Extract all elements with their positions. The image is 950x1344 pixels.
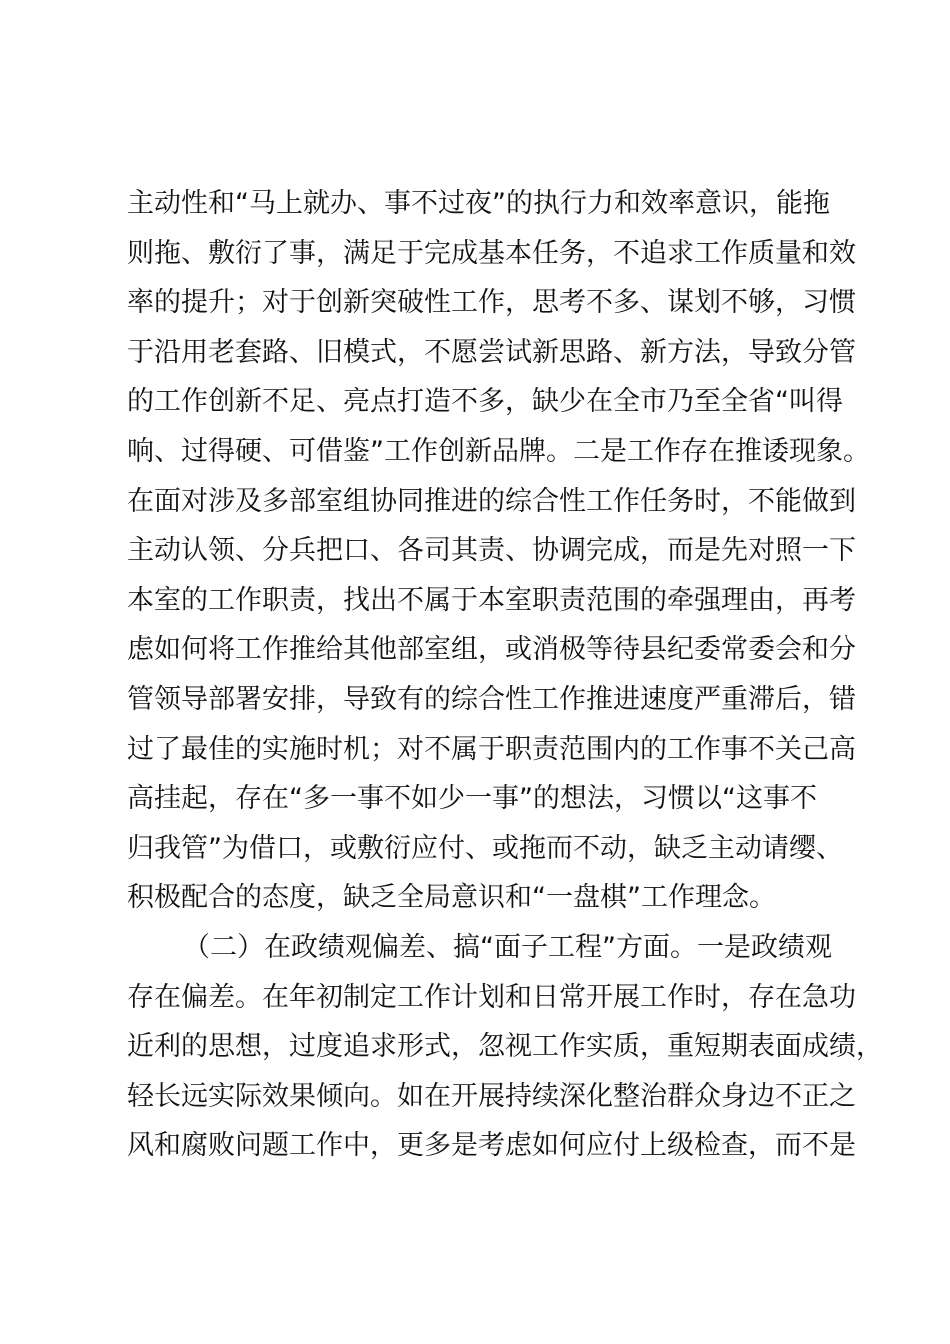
text-line: 响、过得硬、可借鉴”工作创新品牌。二是工作存在推诿现象。: [127, 435, 870, 467]
text-line: 于沿用老套路、旧模式，不愿尝试新思路、新方法，导致分管: [127, 336, 856, 368]
text-line: 风和腐败问题工作中，更多是考虑如何应付上级检查，而不是: [127, 1130, 856, 1162]
text-line: 积极配合的态度，缺乏全局意识和“一盘棋”工作理念。: [127, 882, 776, 914]
text-line: 的工作创新不足、亮点打造不多，缺少在全市乃至全省“叫得: [127, 386, 843, 418]
text-line: 管领导部署安排，导致有的综合性工作推进速度严重滞后，错: [127, 683, 856, 715]
text-line: 过了最佳的实施时机；对不属于职责范围内的工作事不关己高: [127, 733, 856, 765]
section-heading-line: （二）在政绩观偏差、搞“面子工程”方面。一是政绩观: [183, 931, 832, 963]
text-line: 率的提升；对于创新突破性工作，思考不多、谋划不够，习惯: [127, 287, 856, 319]
text-line: 存在偏差。在年初制定工作计划和日常开展工作时，存在急功: [127, 981, 856, 1013]
body-text: [127, 179, 883, 1171]
text-line: 主动性和“马上就办、事不过夜”的执行力和效率意识，能拖: [127, 188, 830, 219]
text-line: 轻长远实际效果倾向。如在开展持续深化整治群众身边不正之: [127, 1080, 856, 1112]
text-line: 则拖、敷衍了事，满足于完成基本任务，不追求工作质量和效: [127, 237, 856, 269]
text-line: 近利的思想，过度追求形式，忽视工作实质，重短期表面成绩，: [127, 1031, 883, 1063]
text-line: 高挂起，存在“多一事不如少一事”的想法，习惯以“这事不: [127, 783, 817, 815]
text-line: 在面对涉及多部室组协同推进的综合性工作任务时，不能做到: [127, 485, 856, 517]
text-line: 归我管”为借口，或敷衍应付、或拖而不动，缺乏主动请缨、: [127, 832, 843, 864]
text-line: 虑如何将工作推给其他部室组，或消极等待县纪委常委会和分: [127, 634, 856, 666]
text-line: 主动认领、分兵把口、各司其责、协调完成，而是先对照一下: [127, 535, 856, 567]
text-line: 本室的工作职责，找出不属于本室职责范围的牵强理由，再考: [127, 584, 856, 616]
